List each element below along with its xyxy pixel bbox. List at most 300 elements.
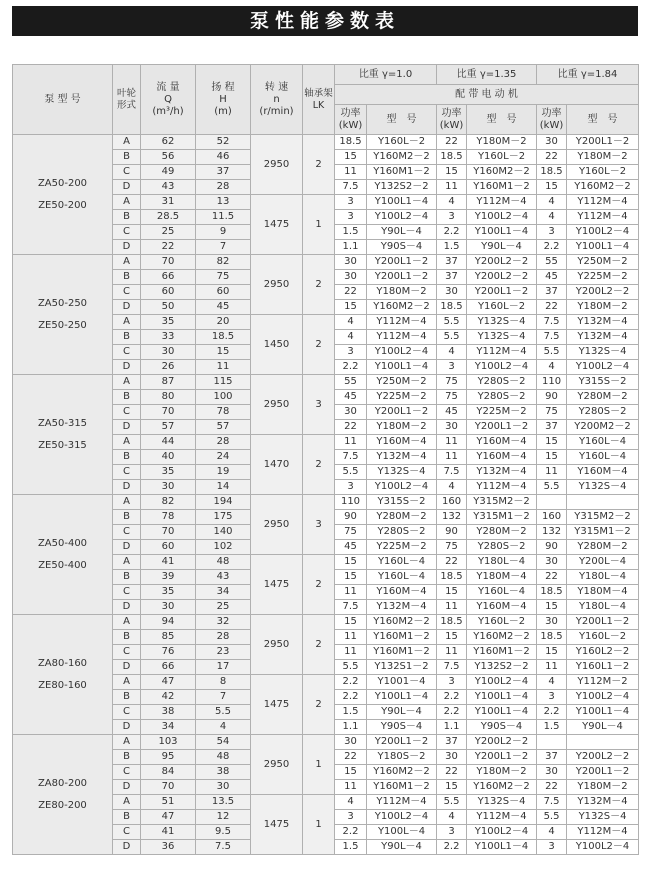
power-header-1 [335,105,367,135]
power-1-cell: 1.1 [335,240,367,255]
speed-cell: 2950 [251,735,303,795]
type-2-cell: Y100L1－4 [467,690,537,705]
type-1-cell: Y90S－4 [367,720,437,735]
power-unit: (kW) [439,119,464,131]
impeller-cell: B [113,150,141,165]
type-2-cell: Y100L2－4 [467,675,537,690]
power-1-cell: 22 [335,285,367,300]
type-3-cell: Y280S－2 [567,405,639,420]
power-2-cell: 37 [437,270,467,285]
pump-model-name: ZA50-200 [37,177,88,189]
bracket-cell: 2 [303,555,335,615]
type-3-cell: Y90L－4 [567,720,639,735]
bracket-cell: 2 [303,315,335,375]
power-3-cell: 15 [537,600,567,615]
impeller-cell: D [113,180,141,195]
type-1-cell: Y100L2－4 [367,810,437,825]
power-2-cell: 5.5 [437,330,467,345]
type-1-cell: Y180S－2 [367,750,437,765]
speed-cell: 1475 [251,675,303,735]
power-2-cell: 11 [437,645,467,660]
power-2-cell: 22 [437,765,467,780]
bracket-cell: 2 [303,135,335,195]
type-1-cell: Y132S－4 [367,465,437,480]
power-3-cell: 5.5 [537,345,567,360]
type-3-cell: Y132M－4 [567,795,639,810]
head-cell: 82 [196,255,251,270]
type-2-cell: Y280S－2 [467,375,537,390]
type-2-cell: Y200L1－2 [467,420,537,435]
power-1-cell: 4 [335,795,367,810]
head-cell: 100 [196,390,251,405]
flow-cell: 50 [141,300,196,315]
head-cell: 48 [196,555,251,570]
type-1-cell: Y250M－2 [367,375,437,390]
power-1-cell: 11 [335,630,367,645]
type-1-cell: Y100L1－4 [367,195,437,210]
type-1-cell: Y160M－4 [367,435,437,450]
power-2-cell: 11 [437,435,467,450]
type-2-cell: Y112M－4 [467,195,537,210]
power-1-cell: 90 [335,510,367,525]
power-3-cell: 5.5 [537,810,567,825]
pump-model-name: ZA50-400 [37,537,88,549]
type-1-cell: Y100L2－4 [367,210,437,225]
impeller-cell: C [113,705,141,720]
flow-cell: 84 [141,765,196,780]
type-2-cell: Y200L2－2 [467,255,537,270]
impeller-cell: D [113,360,141,375]
power-1-cell: 2.2 [335,675,367,690]
bracket-cell: 3 [303,495,335,555]
speed-cell: 2950 [251,135,303,195]
power-1-cell: 4 [335,330,367,345]
power-3-cell: 3 [537,225,567,240]
speed-header-unit: (r/min) [259,105,294,117]
type-1-cell: Y112M－4 [367,795,437,810]
power-1-cell: 7.5 [335,600,367,615]
power-3-cell: 4 [537,825,567,840]
power-2-cell: 75 [437,390,467,405]
head-cell: 48 [196,750,251,765]
pump-model-cell [13,615,113,735]
type-2-cell: Y100L2－4 [467,210,537,225]
power-3-cell: 7.5 [537,315,567,330]
type-3-cell: Y250M－2 [567,255,639,270]
flow-cell: 70 [141,405,196,420]
power-3-cell: 18.5 [537,165,567,180]
type-1-cell: Y100L1－4 [367,690,437,705]
flow-cell: 26 [141,360,196,375]
flow-header-unit: (m³/h) [152,105,184,117]
power-1-cell: 3 [335,480,367,495]
head-cell: 12 [196,810,251,825]
type-1-cell: Y160L－4 [367,570,437,585]
impeller-cell: D [113,720,141,735]
type-2-cell: Y100L1－4 [467,840,537,855]
type-1-cell: Y160M1－2 [367,645,437,660]
type-3-cell: Y280M－2 [567,540,639,555]
flow-cell: 47 [141,810,196,825]
flow-cell: 25 [141,225,196,240]
power-2-cell: 15 [437,165,467,180]
flow-cell: 56 [141,150,196,165]
impeller-cell: A [113,555,141,570]
type-1-cell: Y132M－4 [367,450,437,465]
power-3-cell [537,495,567,510]
pump-model-name: ZE50-250 [38,319,87,331]
type-2-cell: Y160L－2 [467,150,537,165]
type-2-cell: Y180M－2 [467,135,537,150]
power-3-cell: 37 [537,420,567,435]
flow-cell: 70 [141,525,196,540]
type-2-cell: Y100L1－4 [467,705,537,720]
power-2-cell: 132 [437,510,467,525]
power-3-cell: 30 [537,135,567,150]
type-3-cell [567,495,639,510]
type-1-cell: Y100L－4 [367,825,437,840]
power-1-cell: 11 [335,645,367,660]
power-2-cell: 22 [437,135,467,150]
power-2-cell: 2.2 [437,705,467,720]
flow-cell: 28.5 [141,210,196,225]
head-cell: 11 [196,360,251,375]
impeller-cell: C [113,165,141,180]
power-3-cell: 22 [537,300,567,315]
impeller-cell: B [113,390,141,405]
type-2-cell: Y132S－4 [467,795,537,810]
type-2-cell: Y112M－4 [467,345,537,360]
flow-cell: 85 [141,630,196,645]
flow-cell: 39 [141,570,196,585]
type-2-cell: Y200L1－2 [467,750,537,765]
type-1-cell: Y160M2－2 [367,300,437,315]
flow-cell: 70 [141,780,196,795]
power-3-cell: 18.5 [537,585,567,600]
flow-cell: 70 [141,255,196,270]
head-cell: 11.5 [196,210,251,225]
power-unit: (kW) [338,119,363,131]
flow-cell: 36 [141,840,196,855]
power-2-cell: 4 [437,345,467,360]
power-3-cell: 18.5 [537,630,567,645]
power-2-cell: 11 [437,180,467,195]
power-3-cell: 3 [537,840,567,855]
flow-cell: 82 [141,495,196,510]
power-1-cell: 3 [335,210,367,225]
flow-cell: 41 [141,825,196,840]
type-1-cell: Y315S－2 [367,495,437,510]
type-1-cell: Y280M－2 [367,510,437,525]
type-header-2: 型 号 [467,105,537,135]
impeller-cell: A [113,675,141,690]
power-1-cell: 2.2 [335,360,367,375]
type-3-cell: Y160M2－2 [567,180,639,195]
power-3-cell: 1.5 [537,720,567,735]
type-1-cell: Y90L－4 [367,840,437,855]
table-row [13,255,639,270]
power-2-cell: 15 [437,780,467,795]
type-2-cell: Y112M－4 [467,480,537,495]
type-1-cell: Y180M－2 [367,285,437,300]
head-header [196,65,251,135]
type-2-cell: Y100L1－4 [467,225,537,240]
bracket-cell: 2 [303,255,335,315]
power-2-cell: 2.2 [437,690,467,705]
head-cell: 5.5 [196,705,251,720]
impeller-cell: A [113,375,141,390]
power-3-cell: 15 [537,435,567,450]
table-row [13,735,639,750]
power-1-cell: 11 [335,780,367,795]
type-2-cell: Y132S－4 [467,315,537,330]
type-3-cell: Y160L1－2 [567,660,639,675]
type-3-cell: Y160L－4 [567,435,639,450]
impeller-cell: A [113,255,141,270]
motor-header: 配 带 电 动 机 [335,85,639,105]
impeller-cell: B [113,270,141,285]
type-3-cell: Y200L1－2 [567,615,639,630]
power-1-cell: 11 [335,435,367,450]
power-2-cell: 30 [437,420,467,435]
type-1-cell: Y90L－4 [367,705,437,720]
type-3-cell: Y112M－4 [567,195,639,210]
power-1-cell: 30 [335,405,367,420]
power-1-cell: 11 [335,585,367,600]
flow-cell: 43 [141,180,196,195]
head-cell: 28 [196,630,251,645]
type-3-cell: Y100L2－4 [567,225,639,240]
type-3-cell: Y132M－4 [567,330,639,345]
type-3-cell: Y200L2－2 [567,750,639,765]
flow-cell: 35 [141,465,196,480]
speed-cell: 1475 [251,195,303,255]
head-header-unit: (m) [214,105,232,117]
power-2-cell: 3 [437,210,467,225]
bracket-cell: 3 [303,375,335,435]
type-1-cell: Y225M－2 [367,540,437,555]
head-header-symbol: H [219,93,227,105]
type-2-cell: Y315M2－2 [467,495,537,510]
flow-header [141,65,196,135]
flow-cell: 42 [141,690,196,705]
type-2-cell: Y132S2－2 [467,660,537,675]
head-cell: 23 [196,645,251,660]
power-2-cell: 30 [437,750,467,765]
impeller-cell: A [113,135,141,150]
power-2-cell: 7.5 [437,660,467,675]
type-2-cell: Y90S－4 [467,720,537,735]
head-cell: 20 [196,315,251,330]
power-2-cell: 75 [437,540,467,555]
type-3-cell: Y100L1－4 [567,705,639,720]
power-1-cell: 7.5 [335,450,367,465]
power-3-cell [537,735,567,750]
power-3-cell: 3 [537,690,567,705]
type-1-cell: Y112M－4 [367,315,437,330]
head-cell: 175 [196,510,251,525]
table-header [13,65,639,135]
bracket-cell: 1 [303,735,335,795]
type-2-cell: Y160M－4 [467,450,537,465]
type-1-cell: Y100L2－4 [367,480,437,495]
type-1-cell: Y200L1－2 [367,255,437,270]
power-3-cell: 30 [537,555,567,570]
speed-header-symbol: n [273,93,280,105]
type-2-cell: Y160M2－2 [467,165,537,180]
pump-model-name: ZA50-315 [37,417,88,429]
flow-cell: 51 [141,795,196,810]
type-header-3: 型 号 [567,105,639,135]
power-2-cell: 18.5 [437,615,467,630]
head-cell: 13.5 [196,795,251,810]
type-3-cell: Y100L2－4 [567,690,639,705]
type-1-cell: Y132M－4 [367,600,437,615]
head-cell: 45 [196,300,251,315]
power-3-cell: 4 [537,360,567,375]
power-1-cell: 30 [335,270,367,285]
flow-cell: 40 [141,450,196,465]
speed-header-label: 转 速 [264,81,289,93]
type-3-cell: Y225M－2 [567,270,639,285]
table-row [13,375,639,390]
power-2-cell: 75 [437,375,467,390]
type-2-cell: Y315M1－2 [467,510,537,525]
impeller-cell: D [113,840,141,855]
type-2-cell: Y160L－4 [467,585,537,600]
impeller-cell: C [113,225,141,240]
power-2-cell: 18.5 [437,300,467,315]
flow-cell: 35 [141,585,196,600]
head-cell: 24 [196,450,251,465]
bracket-cell: 1 [303,195,335,255]
pump-model-name: ZE50-400 [38,559,87,571]
power-2-cell: 90 [437,525,467,540]
flow-header-symbol: Q [164,93,172,105]
type-3-cell: Y200L1－2 [567,765,639,780]
type-3-cell: Y132S－4 [567,480,639,495]
power-2-cell: 1.1 [437,720,467,735]
power-3-cell: 90 [537,540,567,555]
type-2-cell: Y200L1－2 [467,285,537,300]
power-3-cell: 15 [537,450,567,465]
power-2-cell: 11 [437,450,467,465]
power-1-cell: 15 [335,150,367,165]
type-2-cell: Y160M2－2 [467,780,537,795]
impeller-cell: D [113,300,141,315]
head-cell: 54 [196,735,251,750]
type-3-cell: Y200M2－2 [567,420,639,435]
power-2-cell: 160 [437,495,467,510]
impeller-cell: A [113,495,141,510]
power-3-cell: 11 [537,465,567,480]
pump-model-cell [13,135,113,255]
bracket-cell: 1 [303,795,335,855]
impeller-cell: C [113,285,141,300]
power-2-cell: 45 [437,405,467,420]
power-3-cell: 2.2 [537,705,567,720]
impeller-cell: A [113,615,141,630]
head-cell: 43 [196,570,251,585]
impeller-cell: A [113,315,141,330]
impeller-cell: C [113,765,141,780]
type-1-cell: Y160M1－2 [367,780,437,795]
sg3-header: 比重 γ=1.84 [537,65,639,85]
type-1-cell: Y180M－2 [367,420,437,435]
power-2-cell: 15 [437,585,467,600]
head-cell: 4 [196,720,251,735]
type-1-cell: Y200L1－2 [367,735,437,750]
pump-model-cell [13,735,113,855]
type-2-cell: Y112M－4 [467,810,537,825]
type-3-cell: Y180L－4 [567,600,639,615]
head-cell: 32 [196,615,251,630]
power-1-cell: 45 [335,390,367,405]
impeller-cell: B [113,690,141,705]
type-2-cell: Y100L2－4 [467,360,537,375]
flow-cell: 31 [141,195,196,210]
type-header-1: 型 号 [367,105,437,135]
flow-cell: 35 [141,315,196,330]
power-3-cell: 22 [537,570,567,585]
flow-cell: 94 [141,615,196,630]
type-3-cell: Y280M－2 [567,390,639,405]
power-2-cell: 15 [437,630,467,645]
power-1-cell: 5.5 [335,465,367,480]
impeller-cell: B [113,510,141,525]
impeller-cell: C [113,465,141,480]
head-cell: 14 [196,480,251,495]
type-3-cell: Y100L2－4 [567,840,639,855]
power-1-cell: 45 [335,540,367,555]
power-2-cell: 18.5 [437,150,467,165]
power-3-cell: 160 [537,510,567,525]
power-2-cell: 4 [437,480,467,495]
type-3-cell: Y180M－2 [567,780,639,795]
power-header-3 [537,105,567,135]
flow-cell: 62 [141,135,196,150]
type-1-cell: Y112M－4 [367,330,437,345]
type-2-cell: Y160L－2 [467,300,537,315]
flow-cell: 87 [141,375,196,390]
flow-cell: 95 [141,750,196,765]
type-1-cell: Y90S－4 [367,240,437,255]
impeller-cell: D [113,480,141,495]
impeller-cell: B [113,810,141,825]
power-label: 功率 [541,107,562,119]
type-3-cell: Y100L2－4 [567,360,639,375]
type-2-cell: Y280S－2 [467,390,537,405]
power-2-cell: 4 [437,195,467,210]
power-1-cell: 4 [335,315,367,330]
impeller-cell: C [113,345,141,360]
power-2-cell: 18.5 [437,570,467,585]
impeller-cell: D [113,600,141,615]
impeller-cell: D [113,240,141,255]
type-1-cell: Y160L－2 [367,135,437,150]
power-3-cell: 15 [537,645,567,660]
head-cell: 102 [196,540,251,555]
power-1-cell: 30 [335,735,367,750]
head-cell: 17 [196,660,251,675]
type-3-cell [567,735,639,750]
type-3-cell: Y160M－4 [567,465,639,480]
head-cell: 78 [196,405,251,420]
type-3-cell: Y180M－4 [567,585,639,600]
type-2-cell: Y160M2－2 [467,630,537,645]
head-cell: 9.5 [196,825,251,840]
flow-cell: 30 [141,345,196,360]
